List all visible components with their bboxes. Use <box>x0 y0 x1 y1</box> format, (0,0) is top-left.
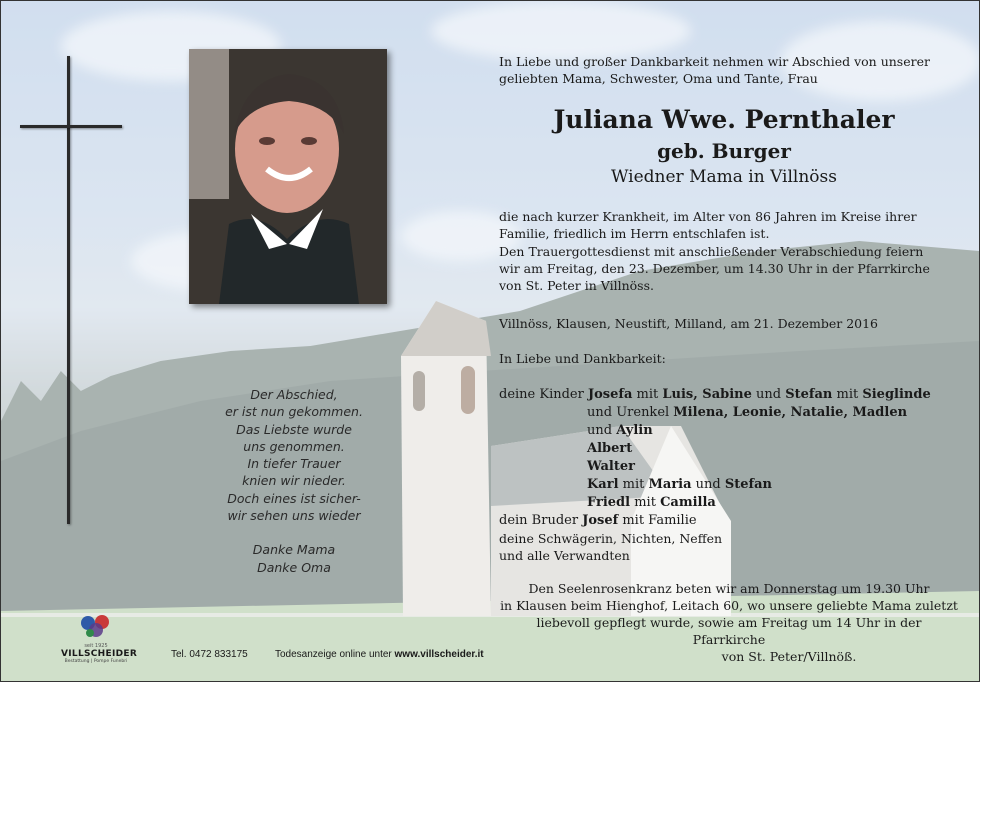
poem-thanks-line: Danke Mama <box>252 542 336 558</box>
body-line: die nach kurzer Krankheit, im Alter von 86 Jahren im Kreise ihrer <box>499 209 917 224</box>
rosary-line: in Klausen beim Hienghof, Leitach 60, wo unsere geliebte Mama zuletzt <box>500 598 958 613</box>
rosary-line: von St. Peter/Villnöß. <box>721 649 857 664</box>
announcement-body <box>499 208 959 294</box>
birth-name: geb. Burger <box>657 139 791 163</box>
portrait-photo <box>189 49 387 304</box>
family-line-relatives: und alle Verwandten <box>499 548 630 563</box>
body-line: Den Trauergottesdienst mit anschließender Verabschiedung feiern <box>499 243 924 259</box>
poem-line: knien wir nieder. <box>242 473 346 489</box>
rosary-line: Den Seelenrosenkranz beten wir am Donnerstag um 19.30 Uhr <box>528 581 930 596</box>
family-line-children: deine Kinder Josefa mit Luis, Sabine und Stefan mit Sieglinde <box>499 387 931 402</box>
poem <box>199 386 389 576</box>
deceased-name: Juliana Wwe. Pernthaler <box>553 105 895 134</box>
family-line-albert: Albert <box>587 441 633 456</box>
body-line: wir am Freitag, den 23. Dezember, um 14.30 Uhr in der Pfarrkirche <box>499 260 930 276</box>
logo-icon <box>78 611 114 641</box>
poem-thanks-line: Danke Oma <box>257 559 331 575</box>
family-line-karl: Karl mit Maria und Stefan <box>587 477 773 492</box>
phone-number: Tel. 0472 833175 <box>171 649 248 660</box>
poem-line: Doch eines ist sicher- <box>227 490 361 506</box>
family-line-friedl: Friedl mit Camilla <box>587 495 716 510</box>
rosary-line: liebevoll gepflegt wurde, sowie am Freitag um 14 Uhr in der Pfarrkirche <box>536 615 922 647</box>
family-line-sister-in-law: deine Schwägerin, Nichten, Neffen <box>499 531 723 546</box>
poem-line: wir sehen uns wieder <box>227 508 361 524</box>
body-line: Familie, friedlich im Herrn entschlafen ist. <box>499 226 770 242</box>
family-line-walter: Walter <box>587 459 635 474</box>
intro-line: In Liebe und großer Dankbarkeit nehmen wir Abschied von unserer <box>499 54 930 69</box>
logo-brand: VILLSCHEIDER <box>61 649 138 659</box>
villscheider-logo <box>61 611 138 664</box>
family-line-aylin: und Aylin <box>587 423 653 438</box>
family-line-brother: dein Bruder Josef mit Familie <box>499 513 697 528</box>
intro-line: geliebten Mama, Schwester, Oma und Tante, Frau <box>499 71 818 86</box>
logo-subtitle: Bestattung | Pompe Funebri <box>64 659 128 664</box>
body-line: von St. Peter in Villnöss. <box>499 278 654 294</box>
poem-line: In tiefer Trauer <box>247 456 341 472</box>
thanks-heading: In Liebe und Dankbarkeit: <box>499 351 666 366</box>
poem-line: Das Liebste wurde <box>236 421 352 437</box>
website-link[interactable]: www.villscheider.it <box>394 649 484 660</box>
family-line-great-grandchildren: und Urenkel Milena, Leonie, Natalie, Madlen <box>587 405 908 420</box>
online-notice: Todesanzeige online unter www.villscheider.it <box>275 649 484 660</box>
white-overlay <box>1 1 979 681</box>
poem-line: uns genommen. <box>243 438 345 454</box>
cross-horizontal <box>20 125 122 128</box>
rosary-notice <box>499 580 959 665</box>
logo-established: seit 1925 <box>84 643 108 649</box>
nickname: Wiedner Mama in Villnöss <box>610 167 837 187</box>
place-date: Villnöss, Klausen, Neustift, Milland, am 21. Dezember 2016 <box>499 316 879 331</box>
intro-text <box>499 53 959 87</box>
poem-line: Der Abschied, <box>250 387 338 402</box>
poem-line: er ist nun gekommen. <box>225 404 363 420</box>
